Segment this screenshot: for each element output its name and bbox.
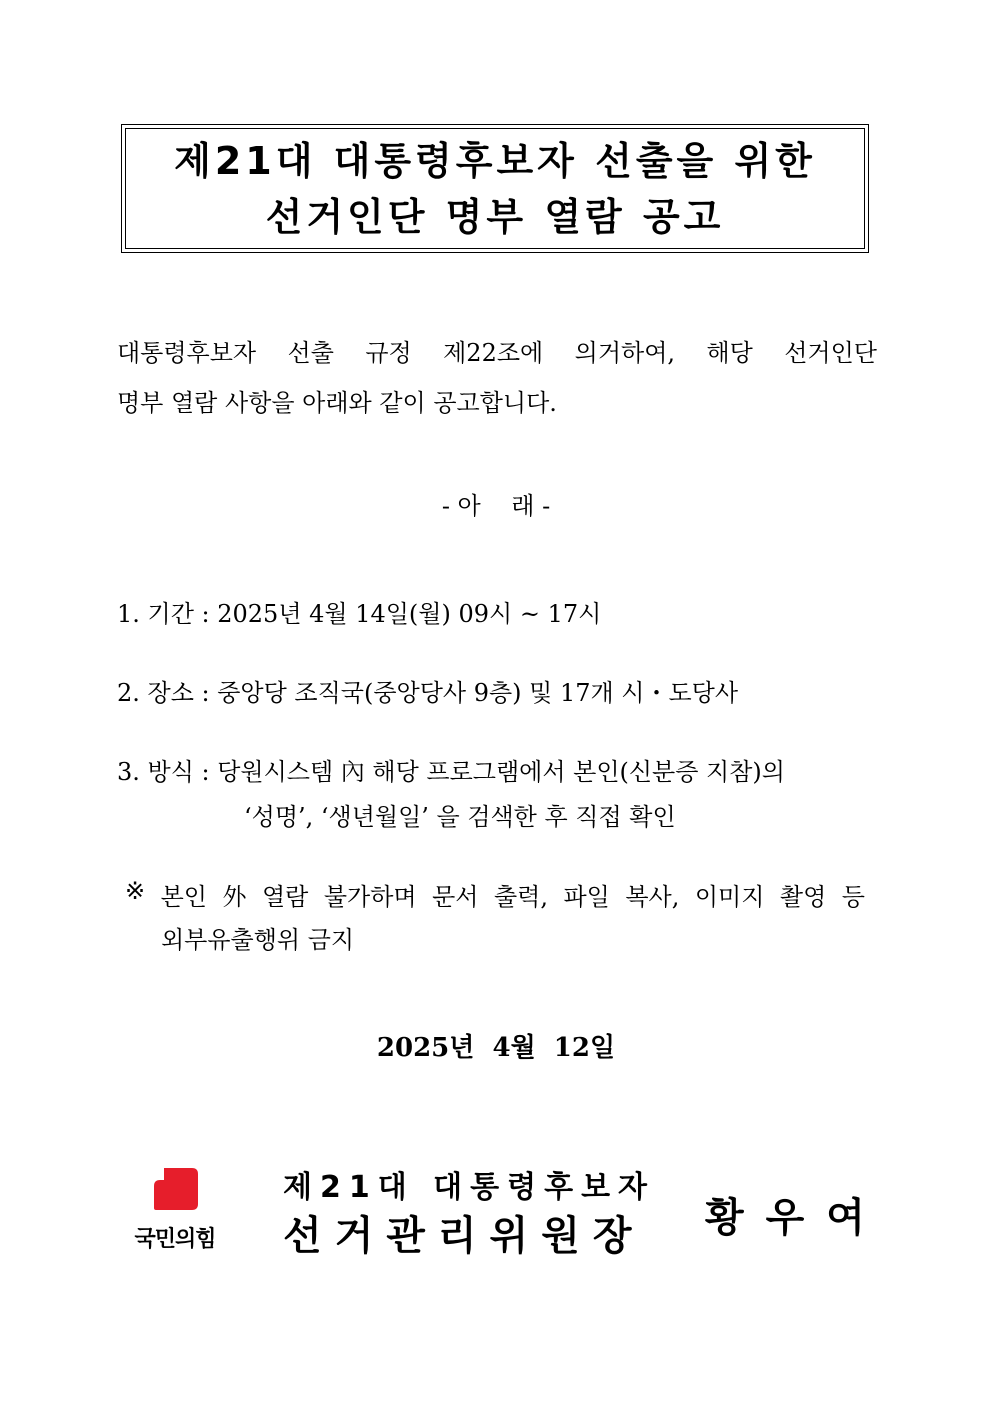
note-word: 등: [841, 883, 865, 911]
item-period: 1. 기간 : 2025년 4월 14일(월) 09시 ~ 17시: [117, 600, 602, 628]
intro-word: 제22조에: [443, 339, 544, 367]
title-inner-frame: [125, 128, 865, 249]
section-heading: - 아 래 -: [441, 492, 551, 520]
title-box: [121, 124, 869, 253]
note-word: 촬영: [779, 883, 827, 911]
party-logo: [120, 1168, 230, 1252]
title-line-2: 선거인단 명부 열람 공고: [265, 194, 725, 239]
note-word: 불가하며: [323, 883, 417, 911]
signature-name: 황우여: [705, 1195, 887, 1241]
announcement-date: 2025년 4월 12일: [376, 1033, 616, 1063]
note-line-2: 외부유출행위 금지: [161, 926, 355, 954]
note-word: 문서: [432, 883, 479, 911]
signature-line-1: 제21대 대통령후보자: [283, 1170, 656, 1205]
note-paragraph: [125, 877, 865, 912]
intro-word: 선출: [287, 339, 334, 367]
note-mark-icon: ※: [125, 877, 146, 905]
note-word: 본인: [160, 883, 207, 911]
note-line-1: [125, 877, 865, 912]
item-method-continued: ‘성명’, ‘생년월일’ 을 검색한 후 직접 확인: [244, 803, 676, 831]
item-place: 2. 장소 : 중앙당 조직국(중앙당사 9층) 및 17개 시・도당사: [117, 679, 739, 707]
intro-word: 의거하여,: [574, 339, 676, 367]
intro-word: 해당: [706, 339, 753, 367]
intro-word: 규정: [365, 339, 412, 367]
item-method: 3. 방식 : 당원시스템 內 해당 프로그램에서 본인(신분증 지참)의: [117, 758, 785, 786]
signature-line-2: 선거관리위원장: [283, 1213, 645, 1259]
note-word: 열람: [261, 883, 309, 911]
intro-line-2: 명부 열람 사항을 아래와 같이 공고합니다.: [117, 389, 557, 417]
party-logo-icon: [154, 1168, 198, 1210]
note-word: 이미지: [694, 883, 765, 911]
intro-word: 대통령후보자: [117, 339, 257, 367]
party-logo-shape: [154, 1168, 198, 1210]
intro-paragraph: [117, 328, 877, 428]
note-word: 外: [222, 883, 247, 911]
note-word: 파일: [563, 883, 610, 911]
intro-line-1: [117, 328, 877, 378]
note-word: 복사,: [625, 883, 680, 911]
note-word: 출력,: [493, 883, 548, 911]
title-line-1: 제21대 대통령후보자 선출을 위한: [174, 138, 816, 183]
intro-word: 선거인단: [784, 339, 877, 367]
party-logo-text: 국민의힘: [134, 1227, 216, 1252]
